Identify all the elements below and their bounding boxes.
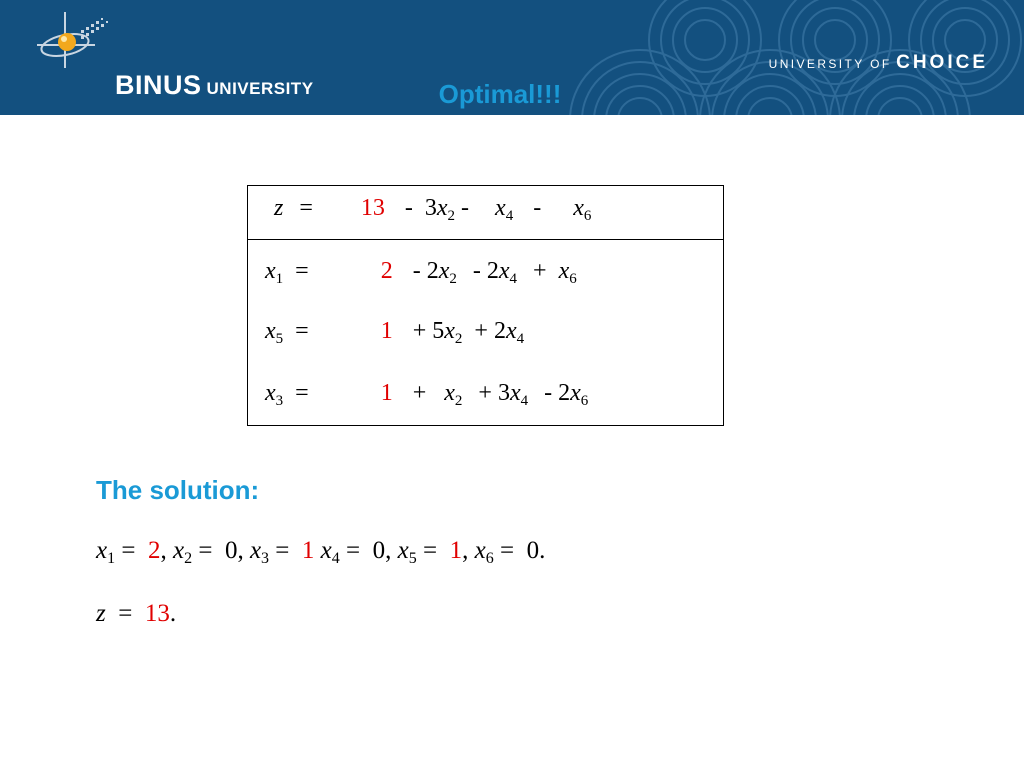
row-equals: =	[295, 258, 309, 284]
row-equals: =	[295, 318, 309, 344]
objective-term-1: - $3x_2$ -	[404, 195, 470, 224]
row-term-1: + $5x_2$	[412, 318, 463, 347]
row-term-3: + $x_6$	[533, 258, 577, 287]
solution-z-value: 13	[144, 600, 170, 627]
row-lhs: $x_5$	[265, 318, 284, 347]
logo-brand-name: BINUS	[115, 70, 202, 100]
row-lhs: $x_3$	[265, 380, 284, 409]
objective-term-4: $x_6$	[573, 195, 592, 224]
solution-objective: z = 13.	[96, 600, 177, 627]
simplex-dictionary	[247, 185, 724, 426]
row-term-1: - $2x_2$	[412, 258, 457, 287]
row-term-1: + $x_2$	[412, 380, 463, 409]
objective-row	[274, 195, 592, 224]
solution-heading: The solution:	[96, 475, 260, 505]
objective-equals: =	[299, 195, 313, 221]
row-lhs: $x_1$	[265, 258, 284, 287]
solution-x4: $x_4 = 0$,	[320, 537, 392, 567]
solution-x3: $x_3 = 1$	[249, 537, 315, 567]
logo-emblem-icon	[35, 10, 125, 70]
row-term-2: + $2x_4$	[474, 318, 525, 347]
logo-brand-suffix: UNIVERSITY	[206, 79, 314, 98]
objective-lhs: z	[274, 195, 284, 221]
objective-separator	[248, 239, 723, 240]
row-constant: 2	[380, 258, 393, 284]
solution-x6: $x_6 = 0$.	[474, 537, 546, 567]
solution-x2: $x_2 = 0$,	[172, 537, 244, 567]
row-equals: =	[295, 380, 309, 406]
basis-row-x3	[265, 380, 589, 409]
row-constant: 1	[380, 380, 393, 406]
solution-variables	[96, 537, 546, 567]
university-tagline	[769, 52, 988, 74]
tagline-prefix: UNIVERSITY OF	[768, 57, 892, 71]
row-term-3: - $2x_6$	[544, 380, 589, 409]
basis-row-x5	[265, 318, 525, 347]
slide-title: Optimal!!!	[438, 79, 562, 109]
row-term-2: - $2x_4$	[472, 258, 518, 287]
slide-header	[0, 0, 1024, 115]
row-term-2: + $3x_4$	[478, 380, 529, 409]
tagline-word: CHOICE	[896, 52, 988, 73]
solution-x5: $x_5 = 1$,	[397, 537, 469, 567]
objective-term-3: -	[533, 195, 542, 221]
basis-row-x1	[265, 258, 577, 287]
objective-value: 13	[360, 195, 385, 221]
row-constant: 1	[380, 318, 393, 344]
objective-term-2: $x_4$	[495, 195, 514, 224]
solution-x1: $x_1 = 2$,	[96, 537, 167, 567]
